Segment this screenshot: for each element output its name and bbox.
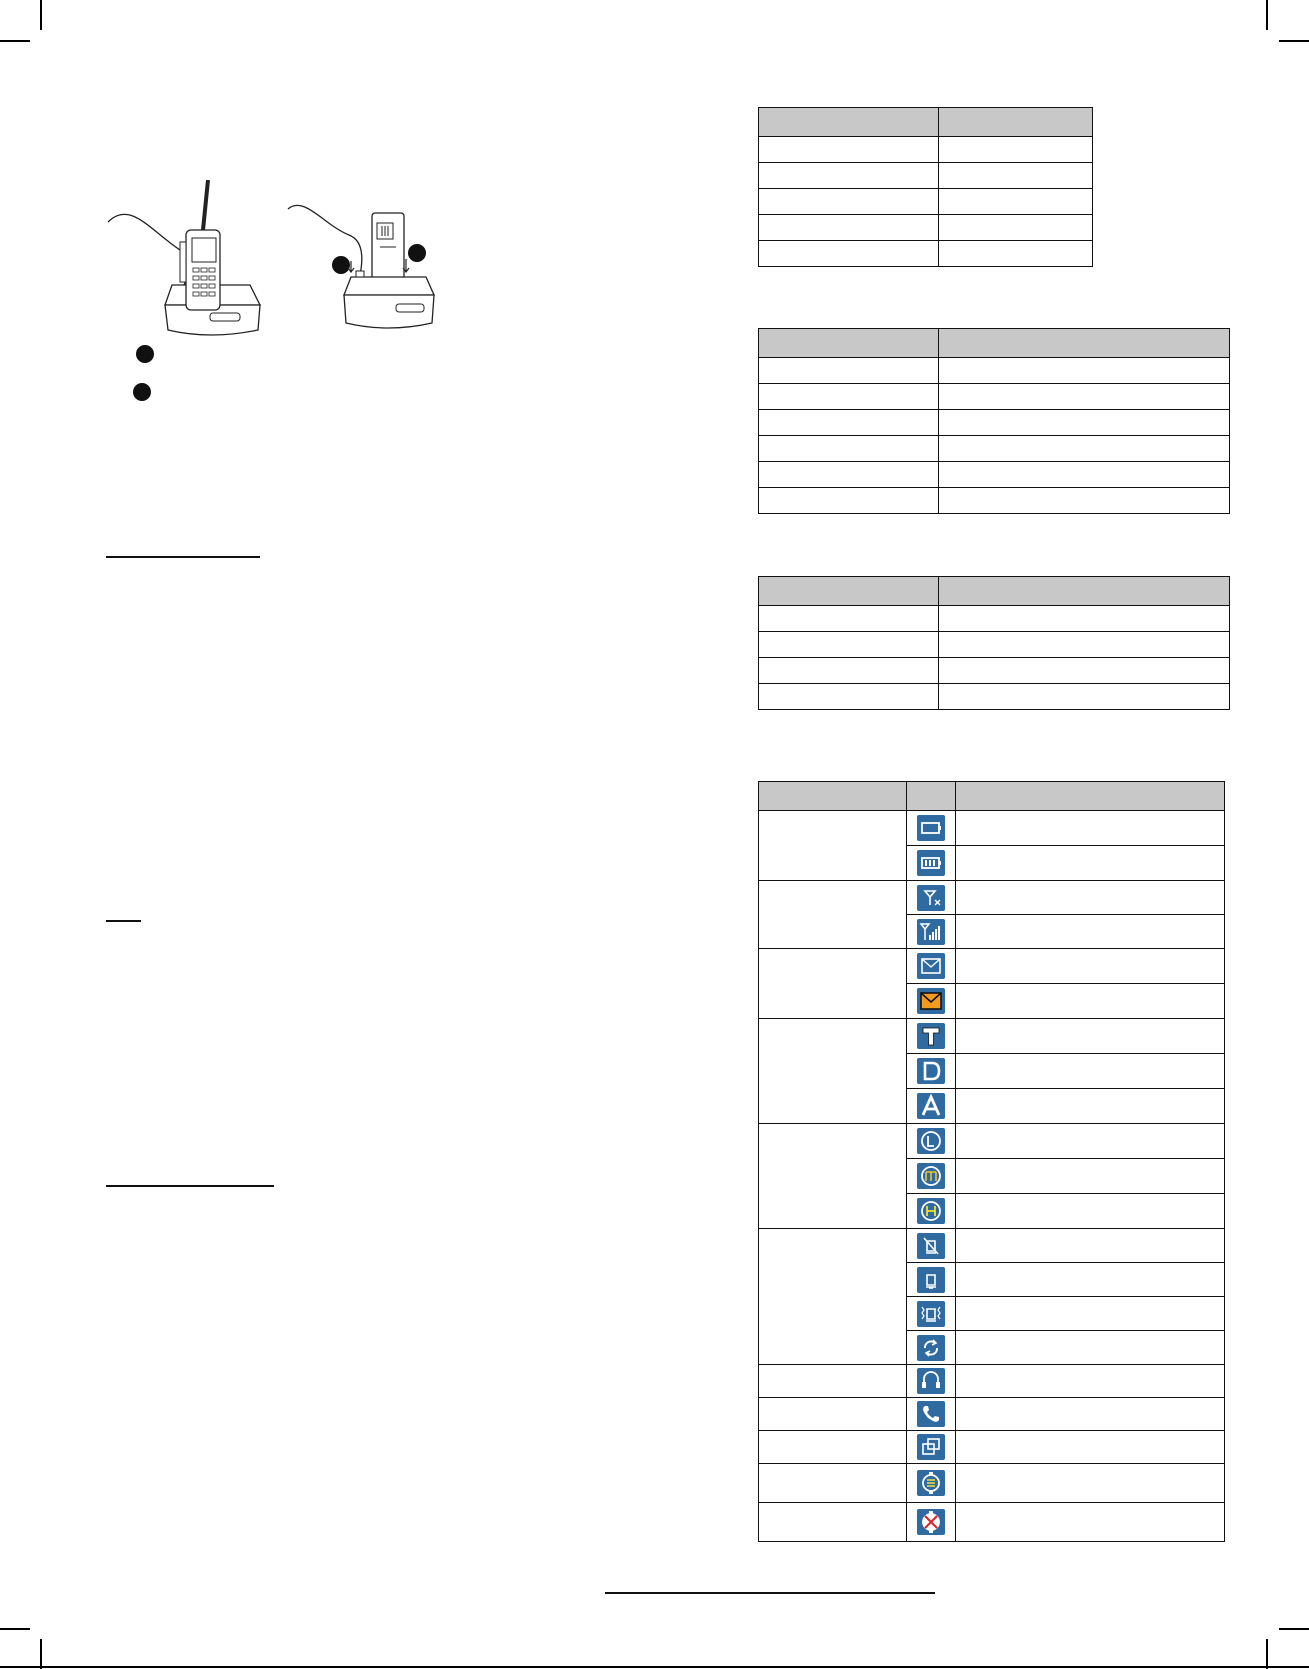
spec-table-3 bbox=[758, 576, 1230, 710]
ring-icon bbox=[917, 1267, 945, 1293]
radio-in-charger-illustration bbox=[100, 180, 270, 340]
d-mode-icon bbox=[917, 1058, 945, 1084]
table-row bbox=[759, 488, 1230, 514]
table-row bbox=[759, 163, 1093, 189]
table-header-row bbox=[759, 782, 1225, 811]
table-row bbox=[759, 684, 1230, 710]
crop-mark bbox=[1279, 1628, 1309, 1630]
crop-mark bbox=[40, 1639, 42, 1669]
table-row bbox=[759, 606, 1230, 632]
table-row bbox=[759, 1124, 1225, 1159]
crop-mark bbox=[0, 40, 30, 42]
table-header-row bbox=[759, 329, 1230, 358]
power-high-icon bbox=[917, 1198, 945, 1224]
table-row bbox=[759, 1503, 1225, 1542]
table-row bbox=[759, 189, 1093, 215]
crop-mark bbox=[0, 1628, 30, 1630]
table-row bbox=[759, 881, 1225, 915]
table-header-row bbox=[759, 577, 1230, 606]
signal-full-icon bbox=[917, 919, 945, 945]
new-message-icon bbox=[917, 988, 945, 1014]
call-icon bbox=[917, 1401, 945, 1427]
table-row bbox=[759, 241, 1093, 267]
encryption-off-icon bbox=[917, 1509, 945, 1535]
message-icon bbox=[917, 953, 945, 979]
step-2-marker bbox=[133, 383, 151, 401]
table-row bbox=[759, 1464, 1225, 1503]
table-row bbox=[759, 949, 1225, 984]
table-header-row bbox=[759, 108, 1093, 137]
battery-full-icon bbox=[917, 850, 945, 876]
table-row bbox=[759, 436, 1230, 462]
table-row bbox=[759, 215, 1093, 241]
table-row bbox=[759, 1365, 1225, 1398]
table-row bbox=[759, 1431, 1225, 1464]
section-heading-underline bbox=[106, 1185, 274, 1187]
encryption-icon bbox=[917, 1470, 945, 1496]
t-mode-icon bbox=[917, 1023, 945, 1049]
spec-table-1 bbox=[758, 107, 1093, 267]
table-row bbox=[759, 632, 1230, 658]
table-row bbox=[759, 811, 1225, 846]
trim-line bbox=[0, 1666, 1309, 1668]
no-signal-icon bbox=[917, 885, 945, 911]
table-row bbox=[759, 358, 1230, 384]
footer-rule bbox=[605, 1592, 935, 1594]
battery-empty-icon bbox=[917, 815, 945, 841]
vibrate-ring-icon bbox=[917, 1301, 945, 1327]
scan-icon bbox=[917, 1335, 945, 1361]
section-heading-underline bbox=[106, 556, 260, 558]
table-row bbox=[759, 410, 1230, 436]
table-row bbox=[759, 384, 1230, 410]
crop-mark bbox=[1266, 0, 1268, 30]
a-mode-icon bbox=[917, 1093, 945, 1119]
table-row bbox=[759, 658, 1230, 684]
icon-table bbox=[758, 781, 1225, 1542]
section-heading-underline bbox=[106, 920, 141, 922]
dual-watch-icon bbox=[917, 1434, 945, 1460]
crop-mark bbox=[1279, 40, 1309, 42]
step-1-marker bbox=[136, 345, 154, 363]
table-row bbox=[759, 1019, 1225, 1054]
battery-in-charger-illustration bbox=[284, 195, 464, 340]
crop-mark bbox=[40, 0, 42, 30]
silent-icon bbox=[917, 1233, 945, 1259]
table-row bbox=[759, 1229, 1225, 1263]
crop-mark bbox=[1266, 1639, 1268, 1669]
power-low-icon bbox=[917, 1128, 945, 1154]
headset-icon bbox=[917, 1368, 945, 1394]
table-row bbox=[759, 137, 1093, 163]
table-row bbox=[759, 462, 1230, 488]
table-row bbox=[759, 1398, 1225, 1431]
power-medium-icon bbox=[917, 1163, 945, 1189]
spec-table-2 bbox=[758, 328, 1230, 514]
